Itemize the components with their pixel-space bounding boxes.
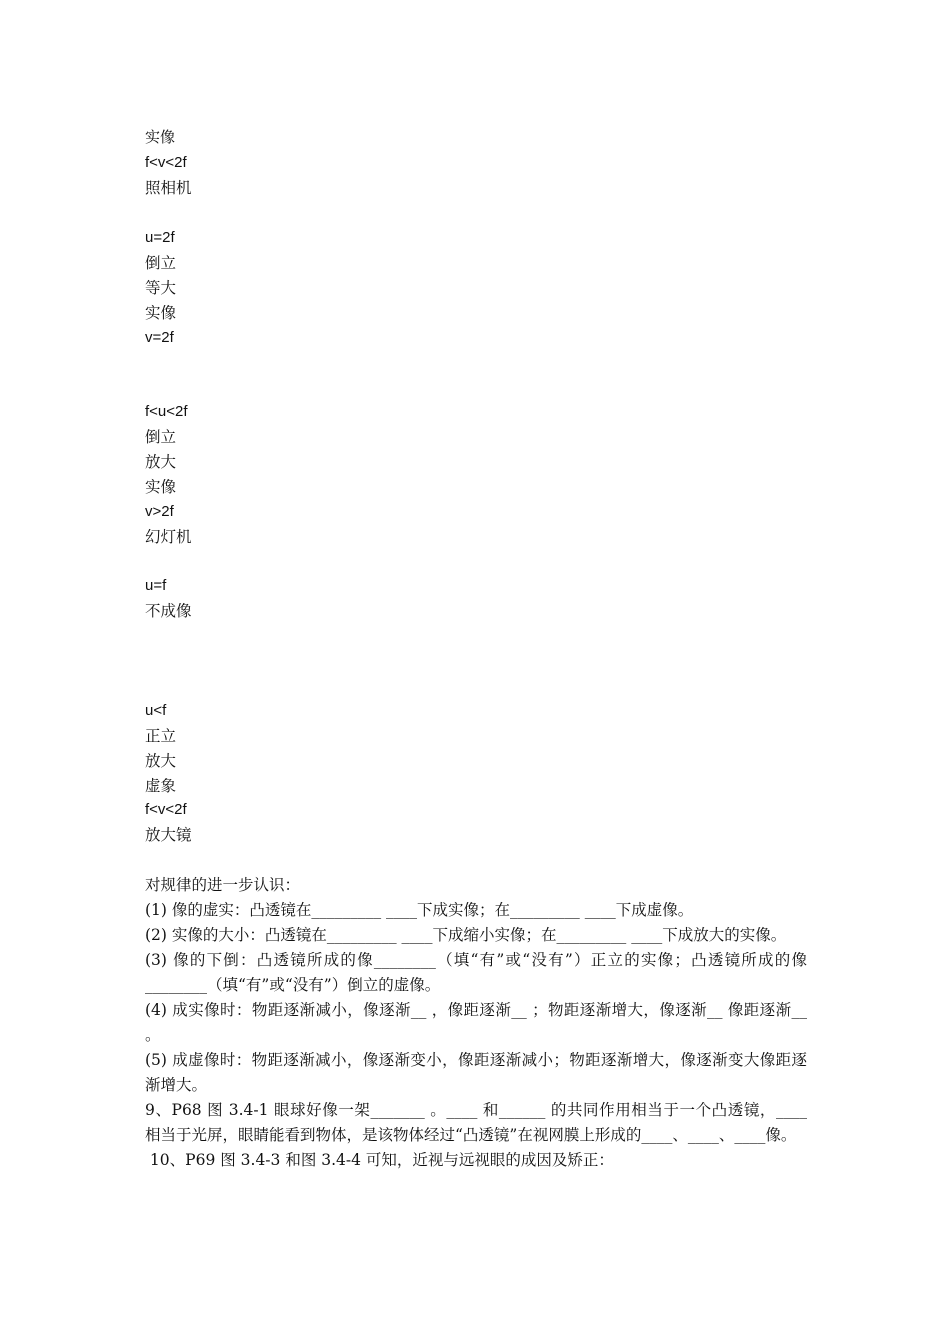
column-item: 实像: [145, 478, 177, 496]
rule-3: (3) 像的下倒：凸透镜所成的像________（填“有”或“没有”）正立的实像；凸透镜所成的像________（填“有”或“没有”）倒立的虚像。: [145, 951, 807, 994]
column-item: 放大镜: [145, 826, 192, 844]
column-item: 放大: [145, 752, 177, 770]
column-item: 放大: [145, 453, 177, 471]
column-item: f<v<2f: [145, 801, 187, 818]
rule-1: (1) 像的虚实：凸透镜在_________ ____下成实像；在_________ ____下成虚像。: [145, 901, 694, 919]
column-item: 等大: [145, 279, 177, 297]
column-item: u=f: [145, 577, 167, 594]
rule-4: (4) 成实像时：物距逐渐减小，像逐渐__ ，像距逐渐__ ；物距逐渐增大，像逐渐__ 像距逐渐__ 。: [145, 1001, 807, 1044]
rule-5: (5) 成虚像时：物距逐渐减小，像逐渐变小，像距逐渐减小；物距逐渐增大，像逐渐变大像距逐渐增大。: [145, 1051, 807, 1094]
column-item: 倒立: [145, 428, 177, 446]
column-item: v>2f: [145, 503, 174, 520]
notes-section: [145, 873, 807, 1173]
column-item: v=2f: [145, 329, 174, 346]
column-item: u=2f: [145, 229, 175, 246]
question-10: 10、P69 图 3.4-3 和图 3.4-4 可知，近视与远视眼的成因及矫正：: [145, 1151, 614, 1169]
question-9: 9、P68 图 3.4-1 眼球好像一架_______ 。____ 和______ 的共同作用相当于一个凸透镜，____ 相当于光屏，眼睛能看到物体，是该物体经过“凸透镜”在视网膜上形成的____、____、____像。: [145, 1101, 807, 1144]
rule-2: (2) 实像的大小：凸透镜在_________ ____下成缩小实像；在_________ ____下成放大的实像。: [145, 926, 787, 944]
column-item: 实像: [145, 304, 177, 322]
column-item: 正立: [145, 727, 177, 745]
column-item: 照相机: [145, 179, 192, 197]
column-item: 虚象: [145, 777, 177, 795]
column-item: u<f: [145, 702, 167, 719]
column-item: 不成像: [145, 602, 192, 620]
column-item: 幻灯机: [145, 528, 192, 546]
column-item: f<u<2f: [145, 403, 188, 420]
notes-heading: 对规律的进一步认识：: [145, 876, 301, 894]
column-item: 倒立: [145, 254, 177, 272]
column-item: f<v<2f: [145, 154, 187, 171]
column-item: 实像: [145, 129, 176, 146]
